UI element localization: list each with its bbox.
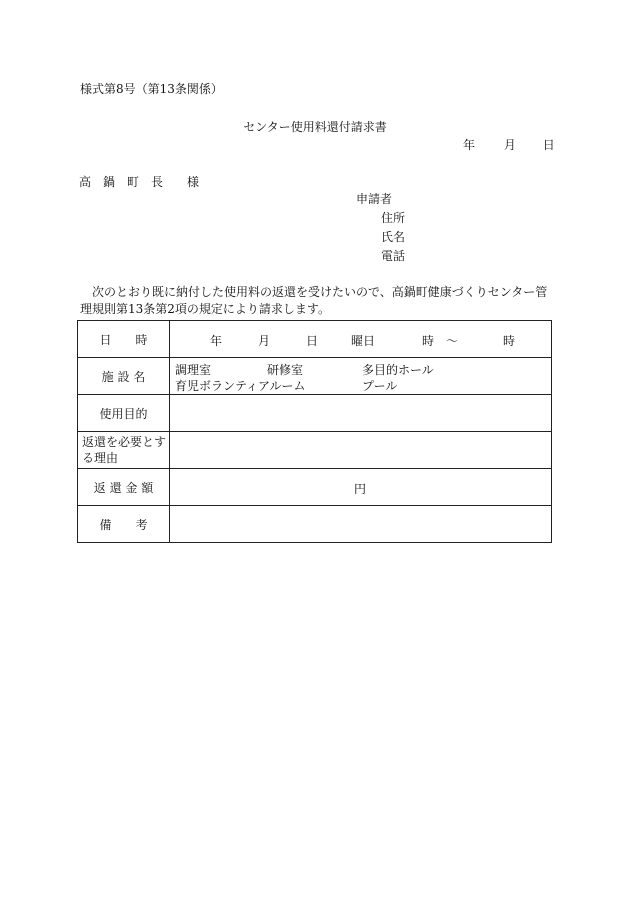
label-amount: 返 還 金 額 [78, 469, 170, 506]
facility-pool[interactable]: プール [362, 379, 398, 393]
dt-month: 月 [258, 334, 271, 348]
request-statement: 次のとおり既に納付した使用料の返還を受けたいので、高鍋町健康づくりセンター管理規則第13条第2項の規定により請求します。 [80, 285, 548, 316]
row-datetime [78, 321, 552, 358]
applicant-name-label: 氏名 [381, 230, 406, 244]
applicant-label: 申請者 [356, 192, 393, 206]
document-title: センター使用料還付請求書 [243, 120, 387, 134]
label-datetime: 日 時 [78, 321, 170, 358]
label-reason [78, 432, 170, 469]
facility-training-room[interactable]: 研修室 [267, 363, 304, 377]
addressee: 高 鍋 町 長 様 [79, 175, 200, 189]
facility-cooking-room[interactable]: 調理室 [175, 363, 212, 377]
label-reason-text: 返還を必要とする理由 [82, 435, 167, 465]
row-facility [78, 358, 552, 395]
field-facility[interactable] [170, 358, 552, 395]
row-remarks [78, 506, 552, 543]
dt-hour-to: 時 [503, 334, 516, 348]
label-facility: 施 設 名 [78, 358, 170, 395]
facility-multipurpose-hall[interactable]: 多目的ホール [362, 363, 434, 377]
label-purpose: 使用目的 [78, 395, 170, 432]
date-month: 月 [503, 138, 516, 152]
row-reason [78, 432, 552, 469]
row-amount [78, 469, 552, 506]
field-purpose[interactable] [170, 395, 552, 432]
field-reason[interactable] [170, 432, 552, 469]
dt-hour-from: 時 〜 [422, 334, 459, 348]
field-datetime[interactable] [170, 321, 552, 358]
row-purpose [78, 395, 552, 432]
applicant-phone-label: 電話 [381, 249, 406, 263]
date-day: 日 [542, 138, 555, 152]
applicant-address-label: 住所 [381, 211, 406, 225]
field-amount[interactable] [170, 469, 552, 506]
dt-day: 日 [306, 334, 319, 348]
facility-childcare-room[interactable]: 育児ボランティアルーム [175, 379, 306, 393]
form-number: 様式第8号（第13条関係） [80, 82, 223, 96]
request-form-table [77, 320, 552, 543]
dt-year: 年 [210, 334, 223, 348]
dt-weekday: 曜日 [351, 334, 376, 348]
date-year: 年 [463, 138, 476, 152]
label-remarks: 備 考 [78, 506, 170, 543]
date-line [463, 138, 555, 152]
amount-unit: 円 [354, 482, 367, 496]
field-remarks[interactable] [170, 506, 552, 543]
